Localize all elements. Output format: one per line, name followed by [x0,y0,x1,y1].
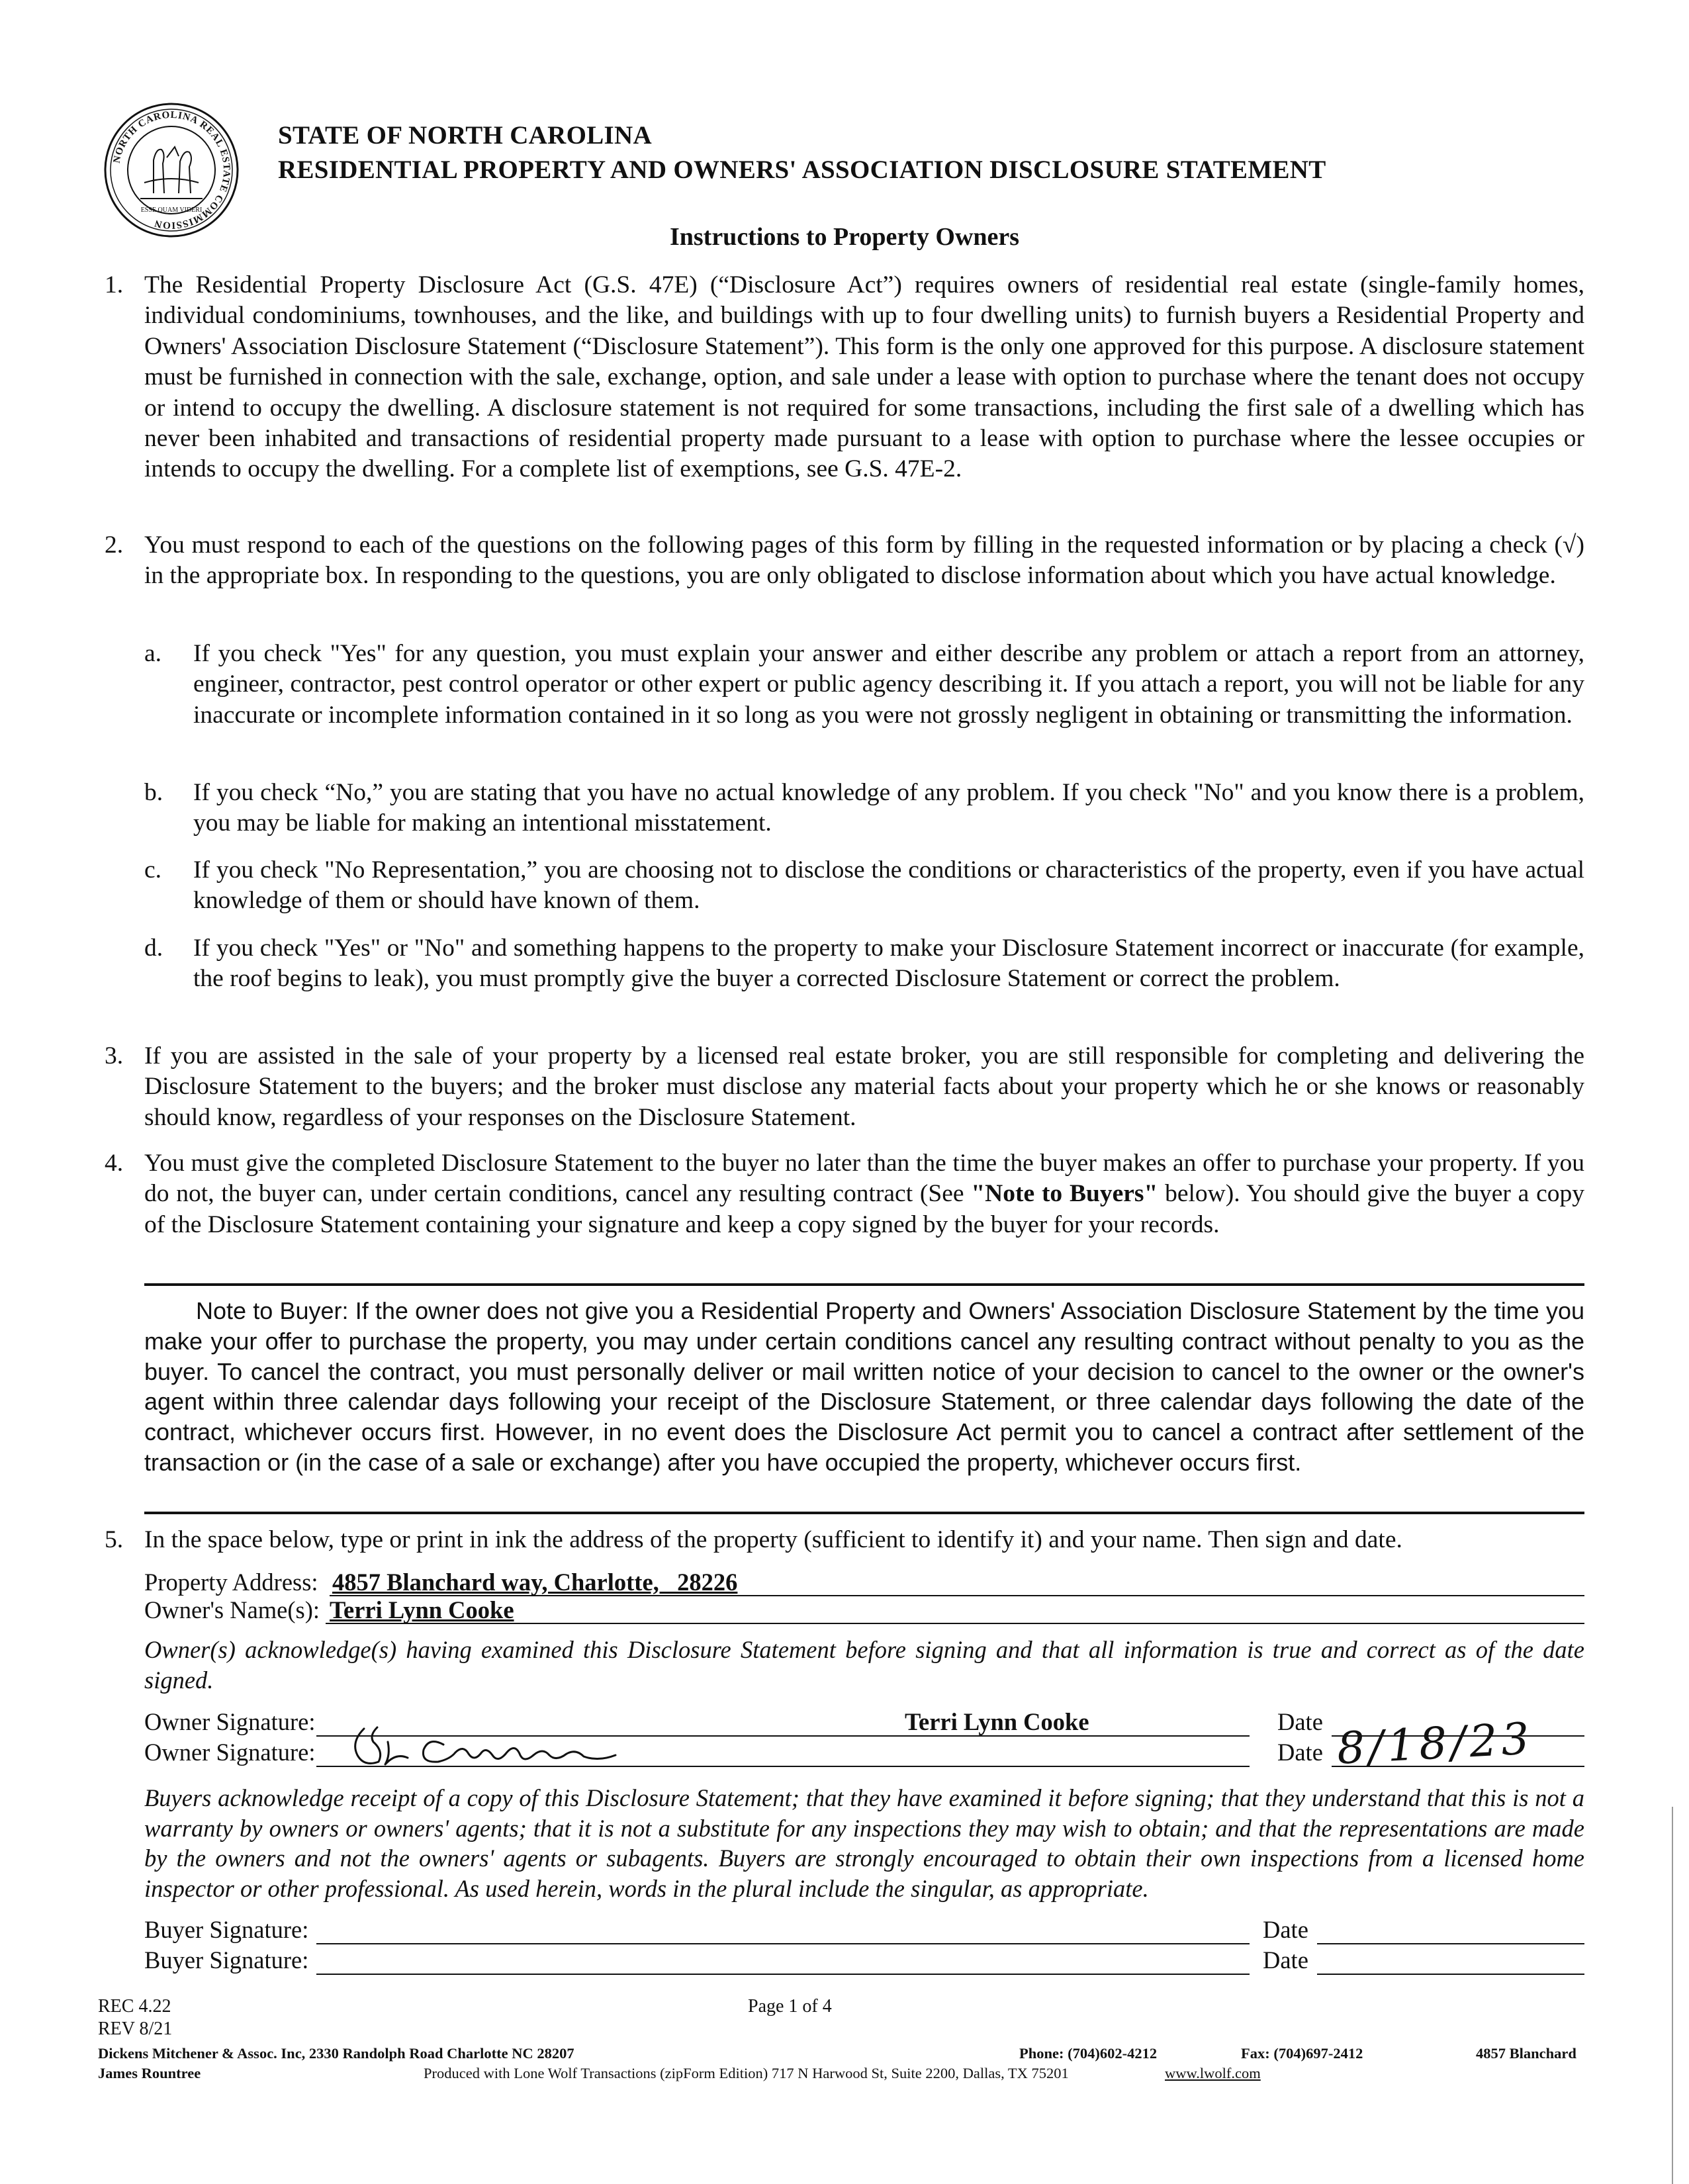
date-label: Date [1277,1739,1323,1766]
owners-name-line [326,1623,1584,1624]
owner-acknowledgment: Owner(s) acknowledge(s) having examined this Disclosure Statement before signing and that all information is true and correct as of the date signed. [144,1636,1584,1694]
form-title: RESIDENTIAL PROPERTY AND OWNERS' ASSOCIATION DISCLOSURE STATEMENT [278,156,1326,184]
scan-edge-line [1672,1807,1673,2184]
item-letter: a. [144,640,162,667]
item-number: 3. [105,1042,124,1069]
item-number: 4. [105,1150,124,1177]
note-to-buyers-reference: "Note to Buyers" [971,1180,1158,1208]
agent-name: James Rountree [98,2065,201,2081]
buyer-date-field[interactable] [1317,1943,1584,1944]
property-address-field[interactable]: 4857 Blanchard way, Charlotte, 28226 [332,1569,738,1596]
instruction-item-1: The Residential Property Disclosure Act (G.S. 47E) (“Disclosure Act”) requires owners of residential real estate (single-family homes, individual condominiums, townhouses, and the like, and buildings with up to four dwelling units) to furnish buyers a Residential Property and Owners' Association Disclosure Statement (“Disclosure Statement”). This form is the only one approved for this purpose. A disclosure statement must be furnished in connection with the sale, exchange, option, and sale under a lease with option to purchase where the tenant does not occupy or intend to occupy the dwelling. A disclosure statement is not required for some transactions, including the first sale of a dwelling which has never been inhabited and transactions of residential property made pursuant to a lease with option to purchase where the lessee occupies or intends to occupy the dwelling. For a complete list of exemptions, see G.S. 47E-2. [144,271,1584,483]
item-letter: c. [144,856,162,884]
item-number: 5. [105,1526,124,1553]
handwritten-date: 8/18/23 [1336,1713,1535,1774]
page-number: Page 1 of 4 [748,1996,832,2017]
instructions-heading: Instructions to Property Owners [669,223,1020,251]
form-revision: REV 8/21 [98,2019,173,2039]
owner-handwritten-signature [344,1715,622,1776]
transaction-file-name: 4857 Blanchard [1476,2045,1576,2062]
instruction-item-c: If you check "No Representation,” you are choosing not to disclose the conditions or characteristics of the property, even if you have actual knowledge of them or should have known of them. [193,856,1584,915]
owner-printed-name: Terri Lynn Cooke [905,1708,1089,1735]
note-to-buyer: Note to Buyer: If the owner does not give you a Residential Property and Owners' Association Disclosure Statement by the time you make your offer to purchase the property, you may under certain conditions cancel any resulting contract without penalty to you as the buyer. To cancel the contract, you must personally deliver or mail written notice of your decision to cancel to the owner or the owner's agent within three calendar days following your receipt of the Disclosure Statement, or three calendar days following the date of the contract, whichever occurs first. However, in no event does the Disclosure Act permit you to cancel a contract after settlement of the transaction or (in the case of a sale or exchange) after you have occupied the property, whichever occurs first. [144,1297,1584,1476]
owner-signature-label: Owner Signature: [144,1708,316,1735]
note-bottom-rule [144,1512,1584,1514]
instruction-item-4: You must give the completed Disclosure Statement to the buyer no later than the time the buyer makes an offer to purchase your property. If you do not, the buyer can, under certain conditions, cancel any resulting contract (See "Note to Buyers" below). You should give the buyer a copy of the Disclosure Statement containing your signature and keep a copy signed by the buyer for your records. [144,1150,1584,1238]
software-website-link[interactable]: www.lwolf.com [1165,2065,1261,2081]
owner-signature-label: Owner Signature: [144,1739,316,1766]
owners-name-field[interactable]: Terri Lynn Cooke [330,1596,514,1623]
property-address-label: Property Address: [144,1569,318,1596]
buyer-acknowledgment: Buyers acknowledge receipt of a copy of this Disclosure Statement; that they have examined it before signing; that they understand that this is not a warranty by owners or owners' agents; that it is not a substitute for any inspections they may wish to obtain; and that the representations are made by the owners and not the owners' agents or subagents. Buyers are strongly encouraged to obtain their own inspections from a licensed home inspector or other professional. As used herein, words in the plural include the singular, as appropriate. [144,1784,1584,1902]
buyer-signature-field[interactable] [316,1974,1250,1975]
brokerage-info: Dickens Mitchener & Assoc. Inc, 2330 Randolph Road Charlotte NC 28207 [98,2045,574,2062]
note-top-rule [144,1283,1584,1286]
software-credit: Produced with Lone Wolf Transactions (zipForm Edition) 717 N Harwood St, Suite 2200, Dallas, TX 75201 [424,2065,1069,2081]
instruction-item-d: If you check "Yes" or "No" and something happens to the property to make your Disclosure Statement incorrect or inaccurate (for example, the roof begins to leak), you must promptly give the buyer a corrected Disclosure Statement or correct the problem. [193,934,1584,993]
instruction-item-5: In the space below, type or print in ink the address of the property (sufficient to identify it) and your name. Then sign and date. [144,1526,1402,1553]
item-letter: b. [144,779,163,806]
svg-text:ESSE QUAM VIDERI: ESSE QUAM VIDERI [140,206,203,214]
instruction-item-a: If you check "Yes" for any question, you must explain your answer and either describe any problem or attach a report from an attorney, engineer, contractor, pest control operator or other expert or public agency describing it. If you attach a report, you will not be liable for any inaccurate or incomplete information contained in it so long as you were not grossly negligent in obtaining or transmitting the information. [193,640,1584,729]
brokerage-fax: Fax: (704)697-2412 [1241,2045,1363,2062]
date-label: Date [1263,1946,1308,1974]
instruction-item-3: If you are assisted in the sale of your property by a licensed real estate broker, you are still responsible for completing and delivering the Disclosure Statement to the buyers; and the broker must disclose any material facts about your property which he or she knows or reasonably should know, regardless of your responses on the Disclosure Statement. [144,1042,1584,1131]
buyer-signature-field[interactable] [316,1943,1250,1944]
owners-name-label: Owner's Name(s): [144,1596,320,1623]
buyer-date-field[interactable] [1317,1974,1584,1975]
date-label: Date [1277,1708,1323,1735]
brokerage-phone: Phone: (704)602-4212 [1019,2045,1158,2062]
instruction-item-2: You must respond to each of the questions on the following pages of this form by filling in the requested information or by placing a check (√) in the appropriate box. In responding to the questions, you are only obligated to disclose information about which you have actual knowledge. [144,531,1584,590]
svg-text:NORTH CAROLINA REAL ESTATE COM: NORTH CAROLINA REAL ESTATE COMMISSION [111,109,232,231]
date-label: Date [1263,1916,1308,1943]
item-letter: d. [144,934,163,962]
buyer-signature-label: Buyer Signature: [144,1946,309,1974]
item-number: 1. [105,271,124,298]
buyer-signature-label: Buyer Signature: [144,1916,309,1943]
form-code: REC 4.22 [98,1996,171,2017]
state-heading: STATE OF NORTH CAROLINA [278,121,652,150]
item-number: 2. [105,531,124,559]
instruction-item-b: If you check “No,” you are stating that you have no actual knowledge of any problem. If you check "No" and you know there is a problem, you may be liable for making an intentional misstatement. [193,779,1584,837]
nc-real-estate-commission-seal [101,101,243,240]
